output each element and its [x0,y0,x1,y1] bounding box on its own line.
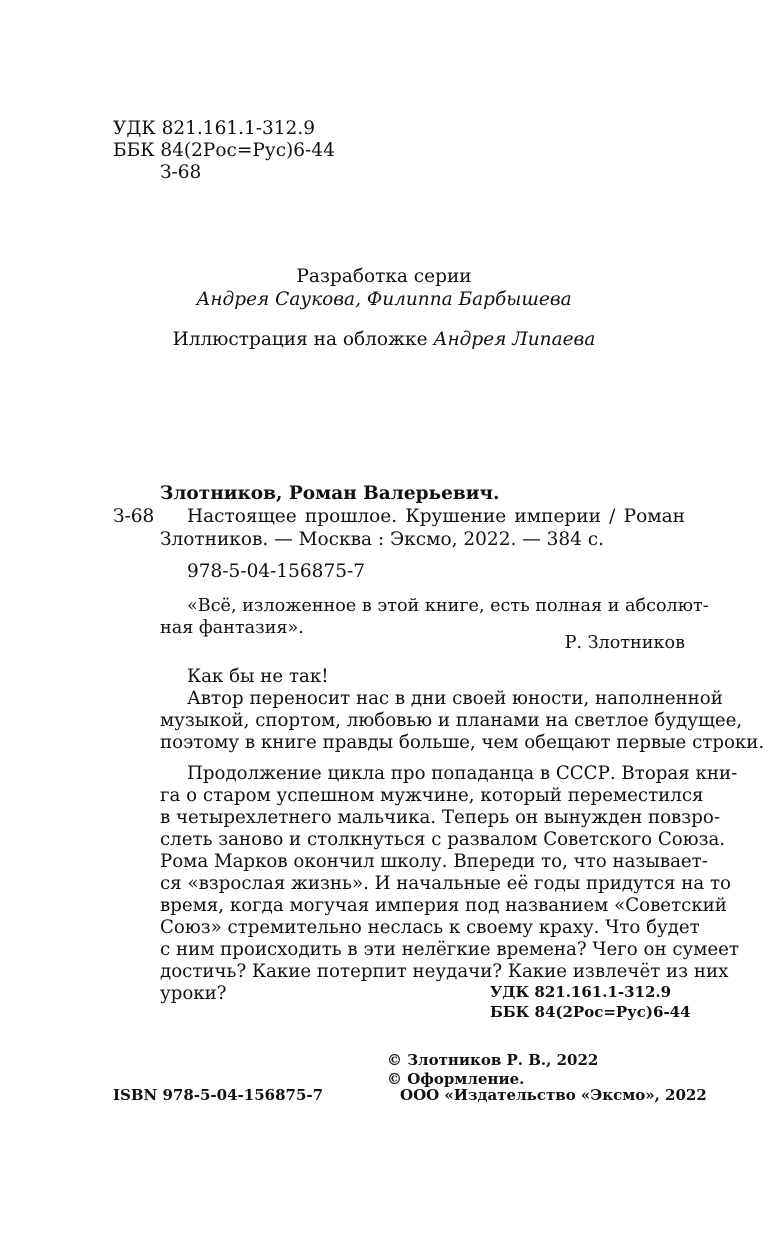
annotation2-line: в четырехлетнего мальчика. Теперь он вынужден повзро- [160,807,720,828]
catalog-author-heading: Злотников, Роман Валерьевич. [160,483,500,504]
annotation-paragraph-1 [160,666,765,754]
annotation2-line: достичь? Какие потерпит неудачи? Какие извлечёт из них [160,961,729,982]
epigraph-line2: ная фантазия». [160,618,304,638]
annotation1-line: Как бы не так! [187,666,329,687]
annotation-paragraph-2 [160,763,739,1005]
udk-code-bottom: УДК 821.161.1-312.9 [490,983,672,1001]
illustration-author: Андрея Липаева [433,329,596,350]
epigraph-signature: Р. Злотников [564,633,685,653]
catalog-title-line1: Настоящее прошлое. Крушение империи / Роман [187,506,685,527]
author-mark-top: З-68 [160,162,202,183]
series-label: Разработка серии [296,266,472,287]
annotation2-line: Продолжение цикла про попаданца в СССР. Вторая кни- [187,763,738,784]
copyright-publisher: ООО «Издательство «Эксмо», 2022 [400,1086,707,1104]
catalog-author-mark: З-68 [113,506,155,527]
annotation1-line: музыкой, спортом, любовью и планами на светлое будущее, [160,710,743,731]
epigraph-line1: «Всё, изложенное в этой книге, есть полная и абсолют- [187,596,709,616]
series-authors: Андрея Саукова, Филиппа Барбышева [196,289,572,310]
isbn-full: ISBN 978-5-04-156875-7 [113,1086,324,1104]
annotation1-line: поэтому в книге правды больше, чем обещают первые строки. [160,732,765,753]
catalog-isbn: 978-5-04-156875-7 [187,561,366,582]
copyright-author: © Злотников Р. В., 2022 [387,1051,599,1069]
udk-code-top: УДК 821.161.1-312.9 [113,118,315,139]
illustration-credit [0,329,768,351]
annotation2-line: с ним происходить в эти нелёгкие времена? Чего он сумеет [160,939,739,960]
annotation2-line: га о старом успешном мужчине, который переместился [160,785,704,806]
annotation2-line: время, когда могучая империя под названием «Советский [160,895,727,916]
annotation2-line: слеть заново и столкнуться с развалом Советского Союза. [160,829,726,850]
annotation2-line: ся «взрослая жизнь». И начальные её годы придутся на то [160,873,732,894]
annotation2-line: уроки? [160,983,227,1004]
bbk-code-top: ББК 84(2Рос=Рус)6-44 [113,140,335,161]
annotation2-line: Рома Марков окончил школу. Впереди то, что называет- [160,851,708,872]
annotation1-line: Автор переносит нас в дни своей юности, наполненной [187,688,723,709]
catalog-title-line2: Злотников. — Москва : Эксмо, 2022. — 384 с. [160,529,605,550]
annotation2-line: Союз» стремительно неслась к своему краху. Что будет [160,917,700,938]
copyright-design: © Оформление. [387,1070,525,1088]
illustration-label: Иллюстрация на обложке [172,329,428,350]
bbk-code-bottom: ББК 84(2Рос=Рус)6-44 [490,1003,691,1021]
